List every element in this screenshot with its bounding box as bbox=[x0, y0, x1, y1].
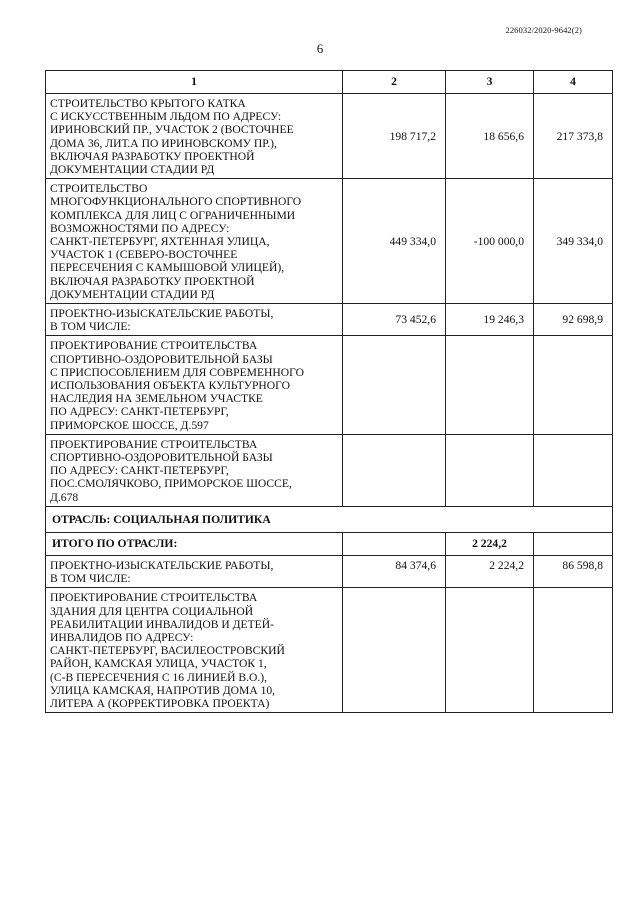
amount-cell: 198 717,2 bbox=[343, 94, 446, 179]
total-label: ИТОГО ПО ОТРАСЛИ: bbox=[46, 532, 343, 555]
description-line: ПРОЕКТНО-ИЗЫСКАТЕЛЬСКИЕ РАБОТЫ, bbox=[50, 558, 274, 572]
description-line: ДОКУМЕНТАЦИИ СТАДИИ РД bbox=[50, 163, 215, 177]
table-header-row bbox=[46, 71, 613, 94]
table-row bbox=[46, 555, 613, 587]
description-line: С ПРИСПОСОБЛЕНИЕМ ДЛЯ СОВРЕМЕННОГО bbox=[50, 365, 304, 379]
amount-cell bbox=[343, 588, 446, 713]
row-description bbox=[46, 588, 343, 713]
total-amount bbox=[534, 532, 613, 555]
table-row bbox=[46, 434, 613, 506]
amount-cell: 18 656,6 bbox=[446, 94, 534, 179]
table-row bbox=[46, 588, 613, 713]
amount-cell: 84 374,6 bbox=[343, 555, 446, 587]
row-description bbox=[46, 94, 343, 179]
amount-cell: 217 373,8 bbox=[534, 94, 613, 179]
description-line: Д.678 bbox=[50, 490, 79, 504]
row-description bbox=[46, 304, 343, 336]
description-line: РАЙОН, КАМСКАЯ УЛИЦА, УЧАСТОК 1, bbox=[50, 657, 267, 671]
amount-cell bbox=[446, 336, 534, 434]
description-line: ИНВАЛИДОВ ПО АДРЕСУ: bbox=[50, 630, 194, 644]
description-line: В ТОМ ЧИСЛЕ: bbox=[50, 320, 131, 334]
amount-cell: 73 452,6 bbox=[343, 304, 446, 336]
description-line: СПОРТИВНО-ОЗДОРОВИТЕЛЬНОЙ БАЗЫ bbox=[50, 352, 273, 366]
document-code: 226032/2020-9642(2) bbox=[505, 25, 582, 35]
column-header: 4 bbox=[534, 71, 613, 94]
description-line: ИСПОЛЬЗОВАНИЯ ОБЪЕКТА КУЛЬТУРНОГО bbox=[50, 379, 290, 393]
description-line: САНКТ-ПЕТЕРБУРГ, ВАСИЛЕОСТРОВСКИЙ bbox=[50, 644, 285, 658]
table-row bbox=[46, 94, 613, 179]
column-header: 2 bbox=[343, 71, 446, 94]
description-line: В ТОМ ЧИСЛЕ: bbox=[50, 572, 131, 586]
description-line: ДОКУМЕНТАЦИИ СТАДИИ РД bbox=[50, 287, 215, 301]
amount-cell: 19 246,3 bbox=[446, 304, 534, 336]
amount-cell: 86 598,8 bbox=[534, 555, 613, 587]
table-row bbox=[46, 304, 613, 336]
description-line: НАСЛЕДИЯ НА ЗЕМЕЛЬНОМ УЧАСТКЕ bbox=[50, 392, 263, 406]
total-amount bbox=[343, 532, 446, 555]
description-line: ПРОЕКТИРОВАНИЕ СТРОИТЕЛЬСТВА bbox=[50, 591, 258, 605]
total-amount: 2 224,2 bbox=[446, 532, 534, 555]
total-row bbox=[46, 532, 613, 555]
amount-cell bbox=[446, 434, 534, 506]
amount-cell: 92 698,9 bbox=[534, 304, 613, 336]
description-line: СТРОИТЕЛЬСТВО КРЫТОГО КАТКА bbox=[50, 97, 246, 110]
description-line: ДОМА 36, ЛИТ.А ПО ИРИНОВСКОМУ ПР.), bbox=[50, 136, 277, 150]
description-line: ПО АДРЕСУ: САНКТ-ПЕТЕРБУРГ, bbox=[50, 405, 229, 419]
description-line: МНОГОФУНКЦИОНАЛЬНОГО СПОРТИВНОГО bbox=[50, 195, 302, 209]
description-line: ПРОЕКТНО-ИЗЫСКАТЕЛЬСКИЕ РАБОТЫ, bbox=[50, 307, 274, 321]
amount-cell bbox=[534, 588, 613, 713]
section-title: ОТРАСЛЬ: СОЦИАЛЬНАЯ ПОЛИТИКА bbox=[46, 506, 613, 532]
description-line: ПО АДРЕСУ: САНКТ-ПЕТЕРБУРГ, bbox=[50, 464, 229, 478]
amount-cell bbox=[534, 434, 613, 506]
description-line: ПОС.СМОЛЯЧКОВО, ПРИМОРСКОЕ ШОССЕ, bbox=[50, 477, 292, 491]
budget-table bbox=[45, 70, 613, 713]
amount-cell bbox=[446, 588, 534, 713]
description-line: САНКТ-ПЕТЕРБУРГ, ЯХТЕННАЯ УЛИЦА, bbox=[50, 235, 270, 249]
description-line: ПРОЕКТИРОВАНИЕ СТРОИТЕЛЬСТВА bbox=[50, 437, 258, 451]
description-line: ВКЛЮЧАЯ РАЗРАБОТКУ ПРОЕКТНОЙ bbox=[50, 274, 255, 288]
description-line: УЛИЦА КАМСКАЯ, НАПРОТИВ ДОМА 10, bbox=[50, 683, 276, 697]
row-description bbox=[46, 336, 343, 434]
section-row bbox=[46, 506, 613, 532]
description-line: ЗДАНИЯ ДЛЯ ЦЕНТРА СОЦИАЛЬНОЙ bbox=[50, 604, 254, 618]
amount-cell bbox=[534, 336, 613, 434]
description-line: РЕАБИЛИТАЦИИ ИНВАЛИДОВ И ДЕТЕЙ- bbox=[50, 617, 274, 631]
amount-cell bbox=[343, 434, 446, 506]
row-description bbox=[46, 179, 343, 304]
description-line: ПРИМОРСКОЕ ШОССЕ, Д.597 bbox=[50, 418, 209, 432]
row-description bbox=[46, 434, 343, 506]
description-line: С ИСКУССТВЕННЫМ ЛЬДОМ ПО АДРЕСУ: bbox=[50, 110, 282, 124]
description-line: (С-В ПЕРЕСЕЧЕНИЯ С 16 ЛИНИЕЙ В.О.), bbox=[50, 670, 267, 684]
column-header: 1 bbox=[46, 71, 343, 94]
description-line: ЛИТЕРА А (КОРРЕКТИРОВКА ПРОЕКТА) bbox=[50, 696, 270, 710]
description-line: ПРОЕКТИРОВАНИЕ СТРОИТЕЛЬСТВА bbox=[50, 339, 258, 353]
description-line: ВКЛЮЧАЯ РАЗРАБОТКУ ПРОЕКТНОЙ bbox=[50, 149, 255, 163]
amount-cell: 349 334,0 bbox=[534, 179, 613, 304]
amount-cell bbox=[343, 336, 446, 434]
page-number: 6 bbox=[316, 41, 324, 56]
row-description bbox=[46, 555, 343, 587]
amount-cell: -100 000,0 bbox=[446, 179, 534, 304]
table-row bbox=[46, 179, 613, 304]
amount-cell: 449 334,0 bbox=[343, 179, 446, 304]
description-line: ИРИНОВСКИЙ ПР., УЧАСТОК 2 (ВОСТОЧНЕЕ bbox=[50, 123, 294, 137]
description-line: СТРОИТЕЛЬСТВО bbox=[50, 182, 148, 196]
description-line: СПОРТИВНО-ОЗДОРОВИТЕЛЬНОЙ БАЗЫ bbox=[50, 451, 273, 465]
description-line: ВОЗМОЖНОСТЯМИ ПО АДРЕСУ: bbox=[50, 221, 230, 235]
description-line: УЧАСТОК 1 (СЕВЕРО-ВОСТОЧНЕЕ bbox=[50, 248, 238, 262]
amount-cell: 2 224,2 bbox=[446, 555, 534, 587]
description-line: КОМПЛЕКСА ДЛЯ ЛИЦ С ОГРАНИЧЕННЫМИ bbox=[50, 208, 296, 222]
column-header: 3 bbox=[446, 71, 534, 94]
table-row bbox=[46, 336, 613, 434]
description-line: ПЕРЕСЕЧЕНИЯ С КАМЫШОВОЙ УЛИЦЕЙ), bbox=[50, 261, 285, 275]
